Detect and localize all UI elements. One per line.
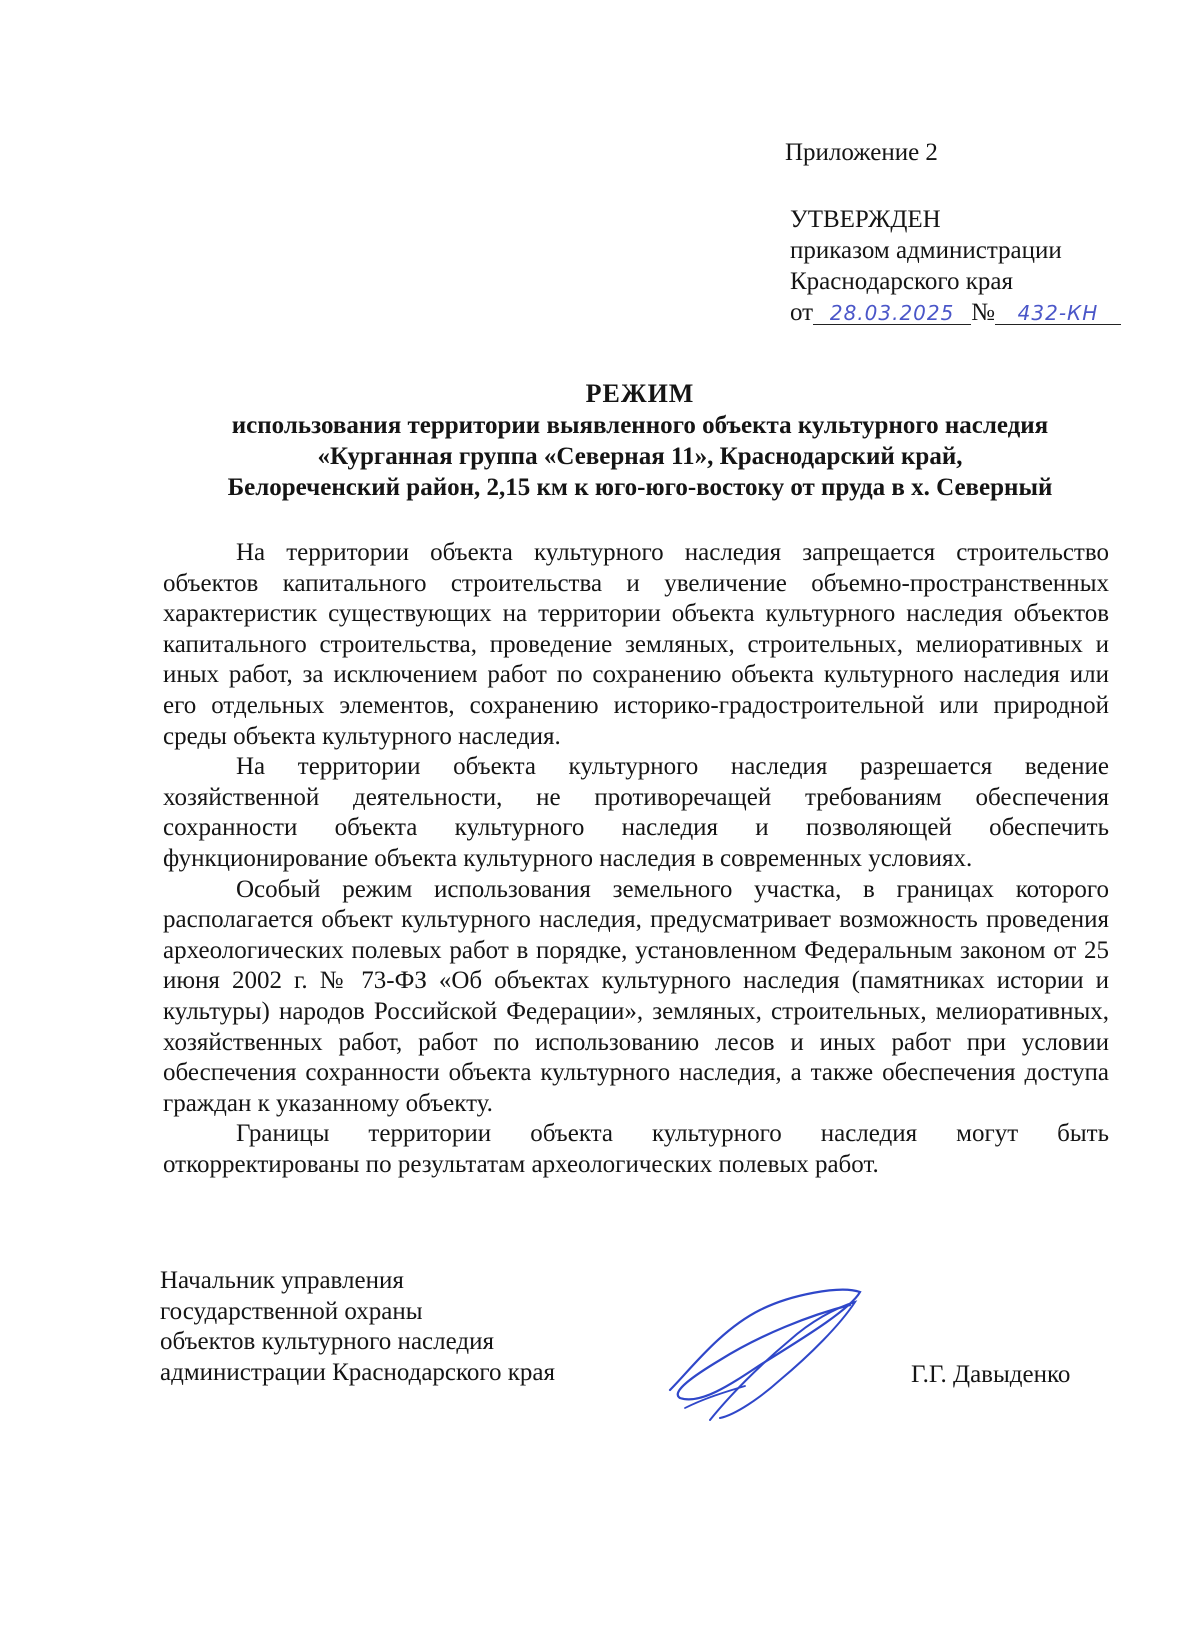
paragraph-special-regime: Особый режим использования земельного участка, в границах которого располагается объект культурного наследия, предусматривает возможность проведения археологических полевых работ в порядке, установленном Федеральным законом от 25 июня 2002 г. № 73-ФЗ «Об объектах культурного наследия (памятниках истории и культуры) народов Российской Федерации», земляных, строительных, мелиоративных, хозяйственных работ, работ по использованию лесов и иных работ при условии обеспечения сохранности объекта культурного наследия, а также обеспечения доступа граждан к указанному объекту.: [163, 875, 1109, 1117]
paragraph-prohibitions: На территории объекта культурного наследия запрещается строительство объектов капитального строительства и увеличение объемно-пространственных характеристик существующих на территории объекта культурного наследия объектов капитального строительства, проведение земляных, строительных, мелиоративных и иных работ, за исключением работ по сохранению объекта культурного наследия или его отдельных элементов, сохранению историко-градостроительной или природной среды объекта культурного наследия.: [163, 539, 1109, 750]
handwritten-date: 28.03.2025: [813, 302, 971, 325]
position-line2: государственной охраны: [160, 1297, 423, 1325]
paragraph-permissions: На территории объекта культурного наследия разрешается ведение хозяйственной деятельности, не противоречащей требованиям обеспечения сохранности объекта культурного наследия и позволяющей обеспечить функционирование объекта культурного наследия в современных условиях.: [163, 753, 1109, 872]
title-line3: Белореченский район, 2,15 км к юго-юго-востоку от пруда в х. Северный: [227, 474, 1053, 501]
handwritten-signature: [650, 1280, 880, 1430]
approval-stamp-block: [790, 204, 1121, 328]
signature-stroke-1: [670, 1290, 860, 1400]
title-line1: использования территории выявленного объекта культурного наследия: [231, 412, 1049, 439]
position-line1: Начальник управления: [160, 1267, 404, 1294]
signature-stroke-3: [685, 1386, 745, 1408]
position-line4: администрации Краснодарского края: [160, 1358, 556, 1386]
number-label: №: [971, 299, 995, 326]
from-label: от: [790, 299, 814, 326]
paragraph-boundaries: Границы территории объекта культурного наследия могут быть откорректированы по результатам археологических полевых работ.: [163, 1120, 1109, 1178]
order-date-number-line: [790, 297, 1121, 328]
position-line3: объектов культурного наследия: [160, 1328, 494, 1355]
title-main: РЕЖИМ: [585, 379, 695, 408]
appendix-label: Приложение 2: [785, 139, 938, 166]
handwritten-number: 432-КН: [995, 302, 1121, 325]
document-title: [160, 378, 1120, 503]
approved-by-line2: Краснодарского края: [790, 268, 1013, 295]
signer-name: Г.Г. Давыденко: [911, 1361, 1071, 1388]
title-line2: «Курганная группа «Северная 11», Краснодарский край,: [317, 443, 963, 470]
document-body: [163, 538, 1109, 1180]
approved-title: УТВЕРЖДЕН: [790, 206, 941, 233]
approved-by-line1: приказом администрации: [790, 237, 1062, 264]
signature-stroke-2: [710, 1302, 855, 1420]
signatory-position: [160, 1266, 555, 1388]
